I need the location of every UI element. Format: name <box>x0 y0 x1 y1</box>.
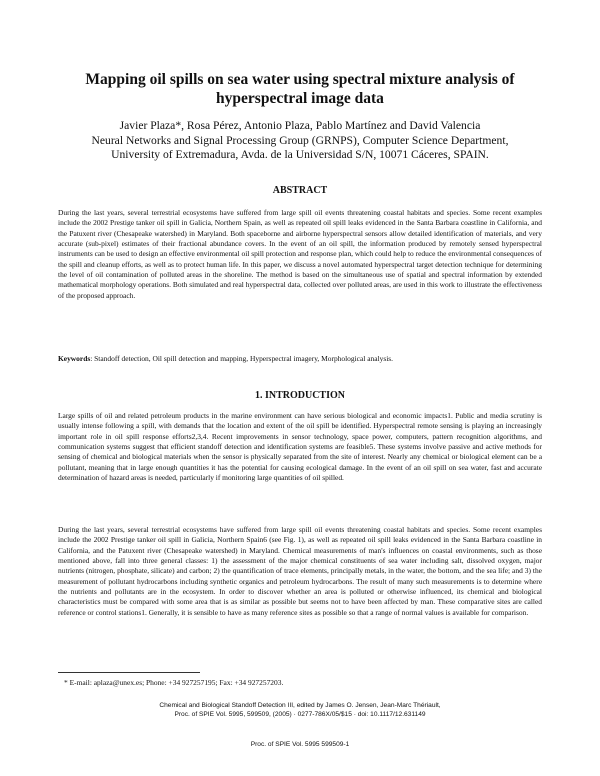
introduction-heading: 1. INTRODUCTION <box>254 390 345 401</box>
citation-line-1: Chemical and Biological Standoff Detection III, edited by James O. Jensen, Jean-Marc Thériault, <box>159 702 441 709</box>
page-footer: Proc. of SPIE Vol. 5995 599509-1 <box>250 741 350 748</box>
authors: Javier Plaza*, Rosa Pérez, Antonio Plaza, Pablo Martínez and David Valencia <box>119 119 481 132</box>
intro-paragraph-1: Large spills of oil and related petroleum products in the marine environment can have serious biological and economic impacts1. Public and media scrutiny is usually intense following a spill, with demands that the location and extent of the oil spill be identified. Hyperspectral remote sensing is playing an increasingly important role in oil spill response efforts2,3,4. Recent improvements in sensor technology, space power, computers, pattern recognition algorithms, and communication systems suggest that efficient standoff detection and identification systems are feasible5. These systems involve passive and active methods for sensing of chemical and biological materials when the sensor is physically separated from the site of interest. Nearly any chemical or biological element can be a pollutant, meaning that in large enough quantities it has the potential for causing ecological damage. In the event of an oil spill on sea water, fast and accurate determination of hazard areas is needed, particularly if monitoring large quantities of oil spilled. <box>58 411 542 483</box>
paper-title <box>40 70 560 108</box>
footnote-divider <box>58 672 200 673</box>
intro-paragraph-2: During the last years, several terrestrial ecosystems have suffered from large spill oil events threatening coastal habitats and species. Some recent examples include the 2002 Prestige tanker oil spill in Galicia, Northern Spain6 (see Fig. 1), as well as repeated oil spill leaks evidenced in the Santa Barbara coastline in California, and the Patuxent river (Chesapeake watershed) in Maryland. Chemical measurements of man's influences on coastal environments, such as those mentioned above, fall into three general classes: 1) the assessment of the major chemical constituents of sea water including salt, dissolved oxygen, major nutrients (nitrogen, phosphate, silicate) and carbon; 2) the quantification of trace elements, principally metals, in the water, the bottom, and the sea life; and 3) the measurement of pollutant hydrocarbons including synthetic organics and petroleum hydrocarbons. The result of many such measurements is to determine where the nutrients and pollutants are in the ecosystem. In order to discover whether an area is polluted or otherwise influenced, its chemical and biological characteristics must be compared with some area that is as similar as possible but seems not to have been affected by man. These comparative sites are called reference or control stations1. Generally, it is sensible to have as many reference sites as possible so that a range of normal values is available for comparison. <box>58 525 542 617</box>
affiliation-line-1: Neural Networks and Signal Processing Group (GRNPS), Computer Science Department, <box>91 133 509 147</box>
title-line-1: Mapping oil spills on sea water using spectral mixture analysis of <box>85 71 515 88</box>
title-line-2: hyperspectral image data <box>216 90 384 107</box>
abstract-heading: ABSTRACT <box>272 185 328 196</box>
author-block <box>40 119 560 163</box>
abstract-text: During the last years, several terrestrial ecosystems have suffered from large spill oil events threatening coastal habitats and species. Some recent examples include the 2002 Prestige tanker oil spill in Galicia, Northern Spain, as well as repeated oil spill leaks evidenced in the Santa Barbara coastline in California, and the Patuxent river (Chesapeake watershed) in Maryland. Both spaceborne and airborne hyperspectral sensors allow detailed identification of materials, and very accurate (sub-pixel) estimates of their fractional abundance covers. In the event of an oil spill, the information produced by remotely sensed hyperspectral instruments can be used to design an effective environmental oil spill protection and response plan, which could help to reduce the environmental consequences of the spill and cleanup efforts, as well as to protect human life. In this paper, we discuss a novel automated hyperspectral target detection technique for determining the level of oil contamination of polluted areas in the shoreline. The method is based on the simultaneous use of spatial and spectral information by extended mathematical morphology operations. Both simulated and real hyperspectral data, collected over polluted areas, are used in this work to illustrate the effectiveness of the proposed approach. <box>58 208 542 300</box>
keywords <box>58 354 542 363</box>
footnote: * E-mail: aplaza@unex.es; Phone: +34 927257195; Fax: +34 927257203. <box>64 678 284 687</box>
keywords-label: Keywords <box>58 354 91 363</box>
affiliation-line-2: University of Extremadura, Avda. de la Universidad S/N, 10071 Cáceres, SPAIN. <box>111 148 489 161</box>
keywords-text: : Standoff detection, Oil spill detection and mapping, Hyperspectral imagery, Morphological analysis. <box>90 354 394 363</box>
citation-line-2: Proc. of SPIE Vol. 5995, 599509, (2005) · 0277-786X/05/$15 · doi: 10.1117/12.631149 <box>174 711 426 718</box>
citation-block <box>40 701 560 719</box>
